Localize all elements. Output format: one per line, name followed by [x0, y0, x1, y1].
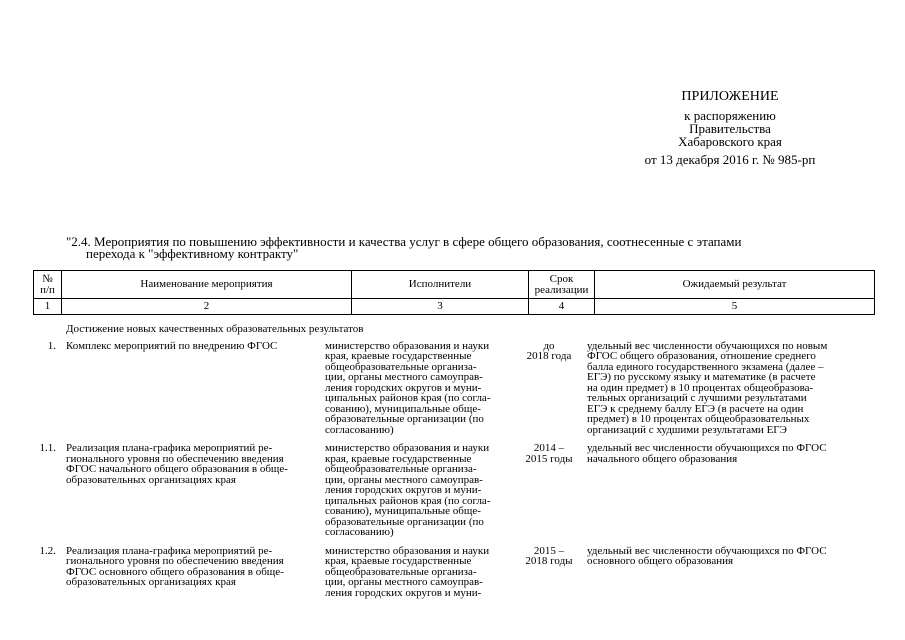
row-executors: министерство образования и науки края, краевые государственные общеобразовательные организа- ции, органы местного самоуправ- ления городских округов и муни- ципальных районов края (по согла- сованию), муниципальные обще- образовательные организации (по согласованию): [325, 442, 491, 538]
row-number: 1.: [47, 339, 56, 352]
appendix-block: [600, 90, 860, 166]
row-term: до 2018 года: [526, 339, 572, 362]
column-header-name: Наименование мероприятия: [62, 271, 352, 299]
column-number-row: [34, 299, 875, 315]
column-header-executors: Исполнители: [352, 271, 529, 299]
table-body: [33, 324, 875, 606]
row-result: удельный вес численности обучающихся по ФГОС начального общего образования: [587, 442, 827, 465]
column-number: 2: [62, 299, 352, 315]
appendix-date: от 13 декабря 2016 г. № 985-рп: [644, 152, 816, 167]
row-result: удельный вес численности обучающихся по новым ФГОС общего образования, отношение среднего балла единого государственного экзамена (далее – ЕГЭ) по русскому языку и математике (в расчете на один предмет) в 10 процентах общеобразова- тельных организаций с лучшими результатами ЕГЭ к среднему баллу ЕГЭ (в расчете на один предмет) в 10 процентах общеобразовательных организаций с худшими результатами ЕГЭ: [587, 339, 828, 436]
section-heading-line: "2.4. Мероприятия по повышению эффективности и качества услуг в сфере общего образования, соотнесенные с этапами: [66, 234, 742, 249]
row-executors: министерство образования и науки края, краевые государственные общеобразовательные организа- ции, органы местного самоуправ- ления городских округов и муни-: [325, 544, 490, 599]
column-number: 4: [529, 299, 595, 315]
row-name: Реализация плана-графика мероприятий ре- гионального уровня по обеспечению введения ФГОС основного общего образования в обще- образовательных организациях края: [66, 544, 284, 588]
section-heading-line: перехода к "эффективному контракту": [86, 246, 299, 261]
header-row: [34, 271, 875, 299]
appendix-line: Хабаровского края: [678, 134, 782, 149]
table-row: [33, 546, 875, 599]
table-row: [33, 443, 875, 538]
table-header: [33, 270, 875, 315]
row-number: 1.2.: [39, 544, 56, 557]
row-result: удельный вес численности обучающихся по ФГОС основного общего образования: [587, 544, 827, 567]
subsection-heading: Достижение новых качественных образовательных результатов: [66, 323, 364, 335]
section-heading: [66, 236, 874, 260]
appendix-title: ПРИЛОЖЕНИЕ: [681, 89, 779, 104]
column-number: 5: [595, 299, 875, 315]
appendix-line: к распоряжению: [684, 108, 776, 123]
row-name: Комплекс мероприятий по внедрению ФГОС: [66, 339, 278, 352]
appendix-line: Правительства: [689, 121, 771, 136]
row-name: Реализация плана-графика мероприятий ре- гионального уровня по обеспечению введения ФГОС начального общего образования в обще- образовательных организациях края: [66, 442, 288, 486]
column-header-term: Срок реализации: [529, 271, 595, 299]
column-number: 1: [34, 299, 62, 315]
row-number: 1.1.: [39, 442, 56, 454]
table-row: [33, 341, 875, 436]
row-term: 2015 – 2018 годы: [525, 544, 573, 567]
column-number: 3: [352, 299, 529, 315]
row-executors: министерство образования и науки края, краевые государственные общеобразовательные организа- ции, органы местного самоуправ- ления городских округов и муни- ципальных районов края (по согла- сованию), муниципальные обще- образовательные организации (по согласованию): [325, 339, 491, 436]
row-term: 2014 – 2015 годы: [525, 442, 573, 465]
column-header-result: Ожидаемый результат: [595, 271, 875, 299]
column-header-number: № п/п: [34, 271, 62, 299]
